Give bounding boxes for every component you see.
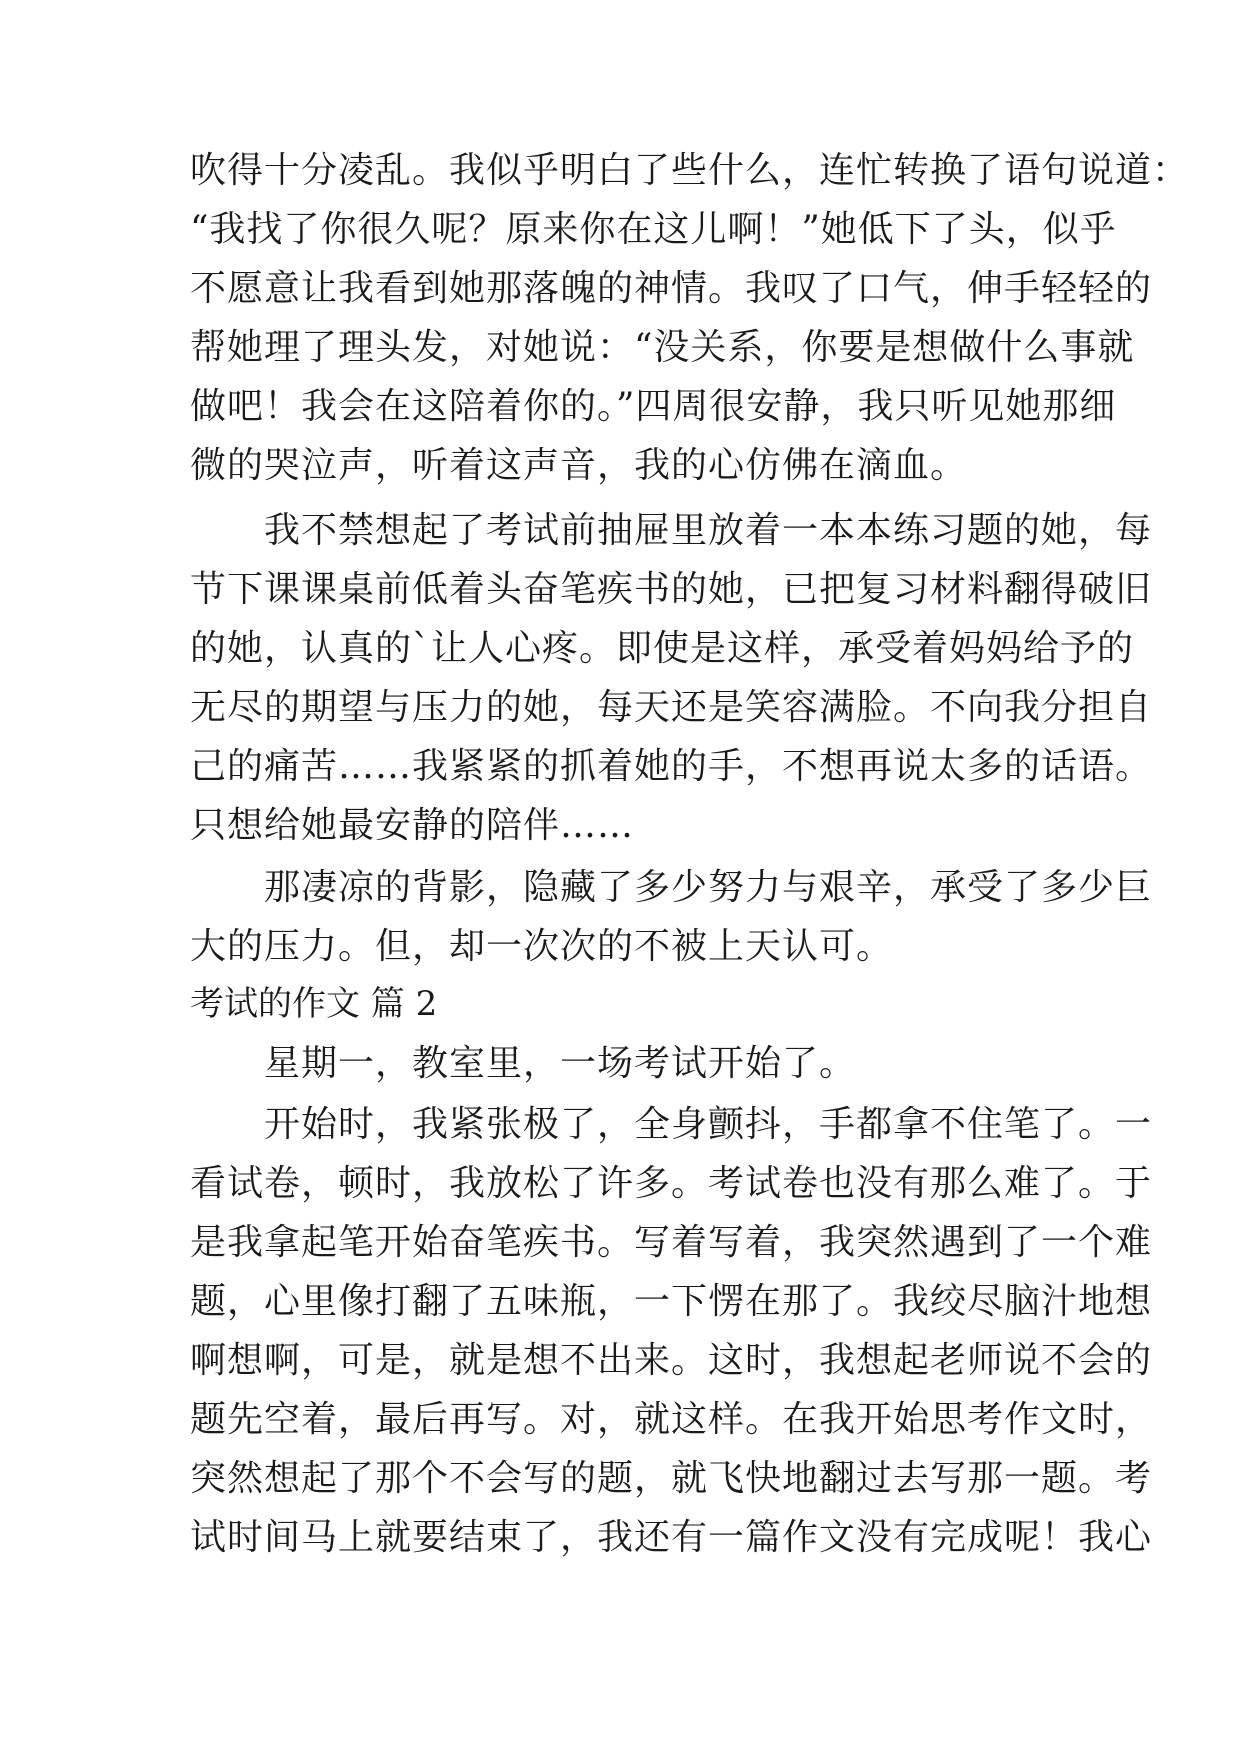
text-line: 题先空着，最后再写。对，就这样。在我开始思考作文时， [190,1399,1153,1440]
text-line: 己的痛苦……我紧紧的抓着她的手，不想再说太多的话语。 [190,746,1153,787]
text-line: 题，心里像打翻了五味瓶，一下愣在那了。我绞尽脑汁地想 [190,1281,1153,1322]
text-line: 做吧！我会在这陪着你的。”四周很安静，我只听见她那细 [190,386,1117,427]
text-line: 大的压力。但，却一次次的不被上天认可。 [190,926,894,967]
text-line: 啊想啊，可是，就是想不出来。这时，我想起老师说不会的 [190,1340,1153,1381]
text-line: 只想给她最安静的陪伴…… [190,805,635,846]
text-line: 突然想起了那个不会写的题，就飞快地翻过去写那一题。考 [190,1458,1153,1499]
text-line: 不愿意让我看到她那落魄的神情。我叹了口气，伸手轻轻的 [190,268,1153,309]
text-line: 开始时，我紧张极了，全身颤抖，手都拿不住笔了。一 [190,1104,1153,1145]
text-line: 我不禁想起了考试前抽屉里放着一本本练习题的她，每 [190,510,1153,551]
text-line: 是我拿起笔开始奋笔疾书。写着写着，我突然遇到了一个难 [190,1222,1153,1263]
text-line: 帮她理了理头发，对她说：“没关系，你要是想做什么事就 [190,327,1135,368]
text-line: “我找了你很久呢？原来你在这儿啊！”她低下了头，似乎 [190,209,1117,250]
text-line: 星期一，教室里，一场考试开始了。 [190,1043,857,1084]
text-line: 的她，认真的`让人心疼。即使是这样，承受着妈妈给予的 [190,628,1135,669]
text-line: 那凄凉的背影，隐藏了多少努力与艰辛，承受了多少巨 [190,867,1153,908]
text-line: 试时间马上就要结束了，我还有一篇作文没有完成呢！我心 [190,1517,1153,1558]
text-line: 微的哭泣声，听着这声音，我的心仿佛在滴血。 [190,445,968,486]
text-line: 吹得十分凌乱。我似乎明白了些什么，连忙转换了语句说道： [190,150,1190,191]
section-heading: 考试的作文 篇 2 [190,984,438,1024]
text-line: 无尽的期望与压力的她，每天还是笑容满脸。不向我分担自 [190,687,1153,728]
text-line: 节下课课桌前低着头奋笔疾书的她，已把复习材料翻得破旧 [190,569,1153,610]
text-line: 看试卷，顿时，我放松了许多。考试卷也没有那么难了。于 [190,1163,1153,1204]
